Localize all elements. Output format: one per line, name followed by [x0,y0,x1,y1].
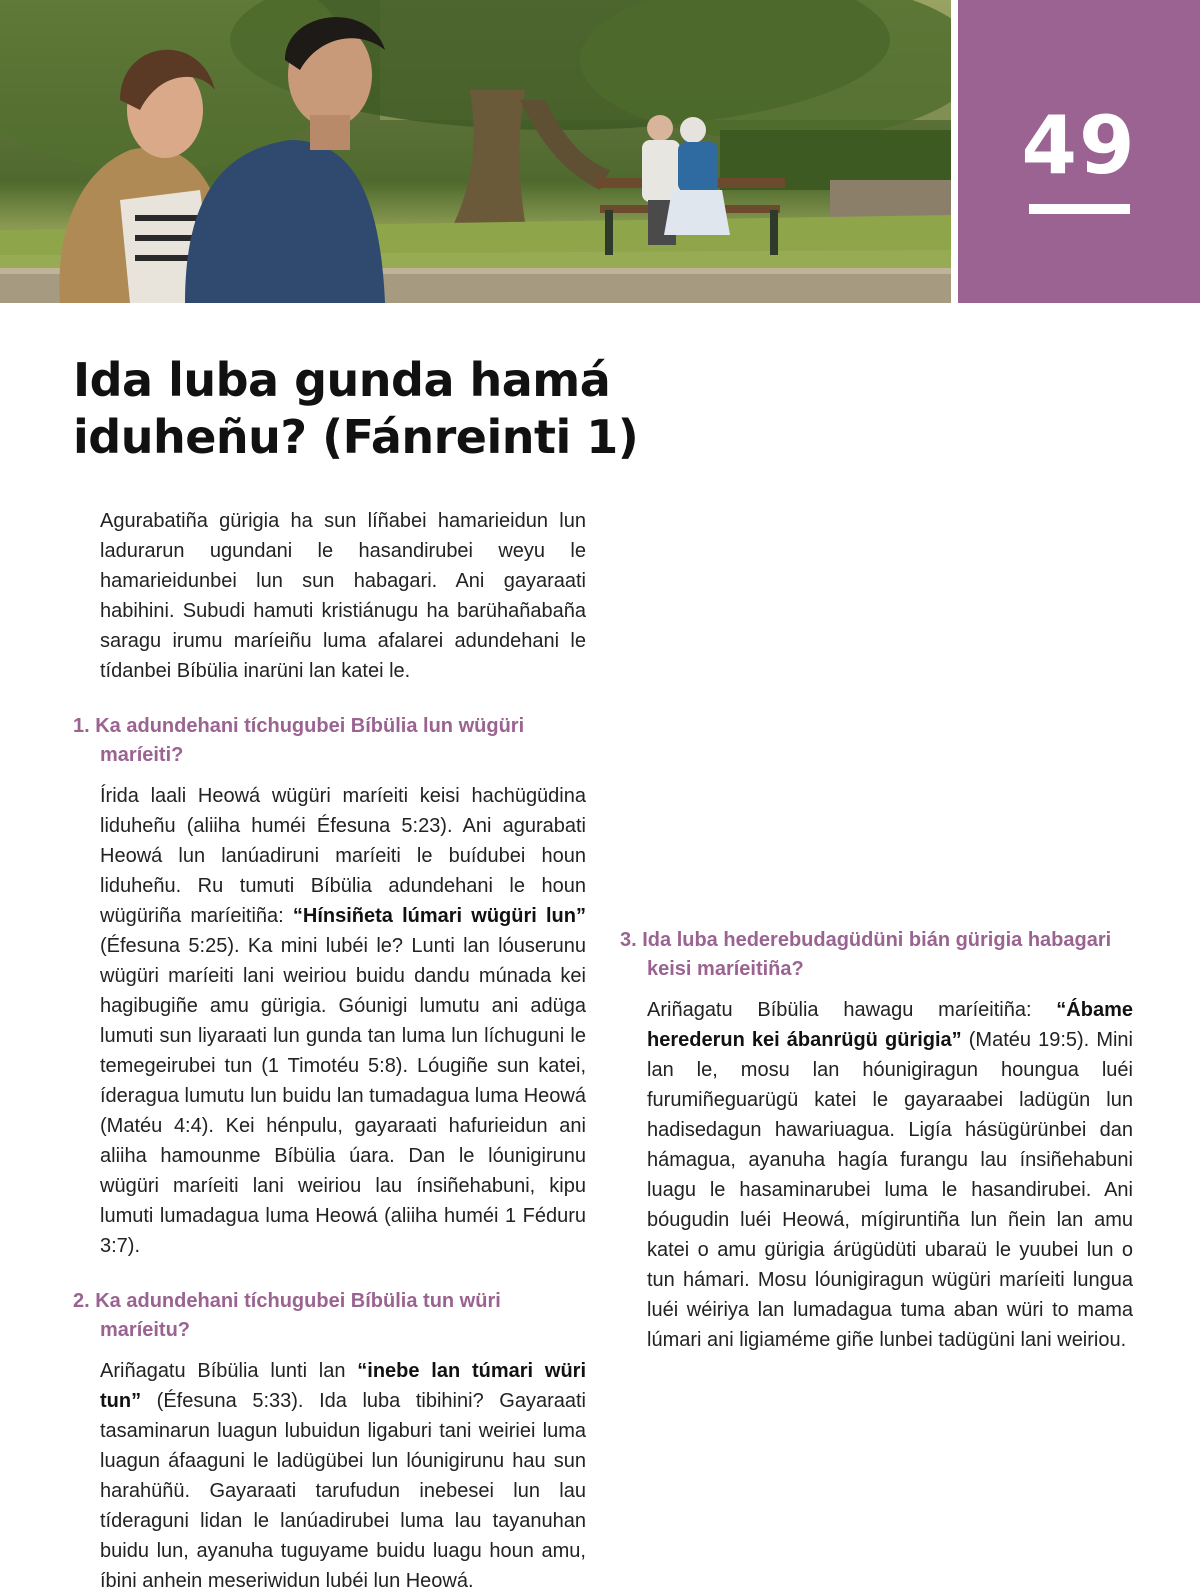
title-line-2: iduheñu? (Fánreinti 1) [73,410,639,464]
question-1-heading: 1. Ka adundehani tíchugubei Bíbülia lun wügüri maríeiti? [73,715,525,766]
left-column [73,506,586,1596]
answer-1-quote: “Hínsiñeta lúmari wügüri lun” [292,905,586,927]
page-title [73,352,773,466]
answer-1-text-a: Írida laali Heowá wügüri maríeiti keisi hachügüdina liduheñu (aliiha huméi Éfesuna 5:23). Ani agurabati Heowá lun lanúadiruni maríeiti le buídubei houn liduheñu. Ru tumuti Bíbülia adundehani le houn wügüriña maríeitiña: [100,785,586,927]
lesson-number-box [958,0,1200,303]
answer-1-text-b: (Éfesuna 5:25). Ka mini lubéi le? Lunti lan lóuserunu wügüri maríeiti lani weiriou buidu dandu múnada kei hagibugiñe amu gürigia. Góunigi lumutu ani adüga lumuti sun liyaraati lun gunda tan luma lun líchuguni le temegeirubei tun (1 Timotéu 5:8). Lóugiñe sun katei, íderagua lumutu lun buidu lan tumadagua luma Heowá (Matéu 4:4). Kei hénpulu, gayaraati hafurieidun ani aliiha hamounme Bíbülia úara. Dan le lóunigirunu wügüri maríeiti lani weiriou lau ínsiñehabuni, kipu lumuti lumadagua luma Heowá (aliiha huméi 1 Féduru 3:7). [100,935,586,1257]
answer-3-text-b: (Matéu 19:5). Mini lan le, mosu lan hóunigiragun houngua luéi furumiñeguarügü katei le gayaraabei ladügün lun hadisedagun hawariuagua. Ligía hásügürünbei dan hámagua, ayanuha hagía furangu lau ínsiñehabuni luagu le hasaminarubei luma le hasandirubei. Ani bóugudin luéi Heowá, mígiruntiña lun ñein lan amu katei o amu gürigia árügüdüti ubaraü le yuubei lun o tun hámari. Mosu lóunigiragun wügüri maríeiti lungua luéi wéiriya lan lumadagua tuma aban würi to mama lúmari ani ligiaméme giñe lunbei tadügüni lani weiriou. [647,1029,1134,1351]
answer-2-quote: “inebe lan túmari würi tun” [100,1360,586,1412]
answer-3-text-a: Ariñagatu Bíbülia hawagu maríeitiña: [647,999,1057,1021]
intro-paragraph: Agurabatiña gürigia ha sun líñabei hamarieidun lun ladurarun ugundani le hasandirubei weyu le hamarieidunbei lun sun habagari. Ani gayaraati habihini. Subudi hamuti kristiánugu ha barühañabaña saragu irumu maríeiñu luma afalarei adundehani le tídanbei Bíbülia inarüni lan katei le. [100,510,586,682]
answer-3-paragraph [647,995,1133,1355]
lesson-number: 49 [1021,99,1137,192]
right-column [620,506,1133,1355]
park-scene-illustration [0,0,951,303]
question-3-heading: 3. Ida luba hederebudagüdüni bián gürigia habagari keisi maríeitiña? [620,929,1112,980]
answer-2-paragraph [100,1356,586,1596]
answer-2-text-a: Ariñagatu Bíbülia lunti lan [100,1360,358,1382]
header-photo [0,0,951,303]
answer-2-text-b: (Éfesuna 5:33). Ida luba tibihini? Gayaraati tasaminarun luagun lubuidun ligaburi tani weiriei luma luagun áfaaguni le ladügübei lun lóunigirunu hau sun harahüñü. Gayaraati tarufudun inebesei lun lau tíderaguni lidan le lanúadirubei luma lau tayanuhan buidu lun, ayanuha tuguyame buidu luagu houn amu, íbini anhein meseriwidun lubéi lun Heowá. [100,1390,586,1592]
question-2-heading: 2. Ka adundehani tíchugubei Bíbülia tun würi maríeitu? [73,1290,501,1341]
answer-1-paragraph [100,781,586,1261]
title-line-1: Ida luba gunda hamá [73,353,611,407]
lesson-number-underline [1029,204,1130,214]
answer-3-quote: “Ábame herederun kei ábanrügü gürigia” [647,999,1133,1051]
